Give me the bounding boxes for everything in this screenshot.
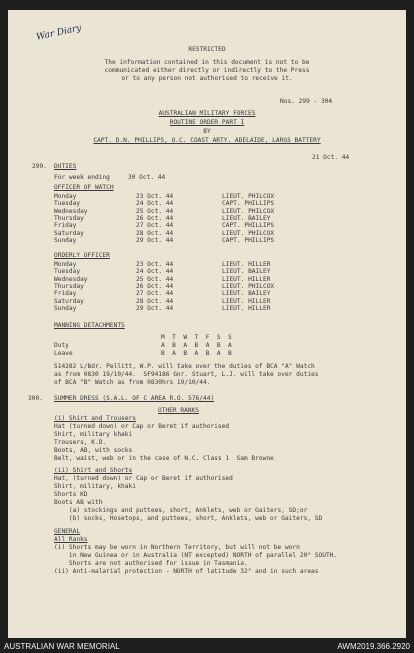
general-line: Shorts are not authorised for issue in Tasmania. [54,560,248,567]
order-numbers: Nos. 299 - 304 [280,98,333,105]
other-ranks-title: OTHER RANKS [158,407,199,414]
heading-line-3: BY [203,128,211,135]
item-number-299: 299. [32,163,47,170]
manning-leave-label: Leave [54,350,73,357]
table-row: Monday 23 Oct. 44 LIEUT. HILLER [54,261,271,268]
table-row: Saturday 28 Oct. 44 LIEUT. PHILCOX [54,229,275,237]
general-title: GENERAL [54,528,81,535]
notice-line-2: communicated either directly or indirectly to the Press [104,67,310,74]
heading-line-4: CAPT. D.N. PHILLIPS, O.C. COAST ARTY. ADELAIDE, LARGS BATTERY [93,137,321,144]
bca-line-2: as from 0830 19/10/44. SF94186 Gnr. Stuart, L.J. will take over duties [54,371,319,378]
notice-line-1: The information contained in this document is not to be [104,59,310,66]
all-ranks-title: All Ranks [54,536,88,543]
shirt-shorts-line: Shirt, military, khaki [54,483,136,490]
shirt-trousers-line: Boots, AB, with socks [54,447,133,454]
table-row: Friday 27 Oct. 44 CAPT. PHILLIPS [54,222,275,230]
bca-line-3: of BCA "B" Watch as from 0830hrs 19/10/44. [54,379,211,386]
manning-duty-label: Duty [54,342,69,349]
table-row: Tuesday 24 Oct. 44 CAPT. PHILLIPS [54,200,275,208]
orderly-officer-title: ORDERLY OFFICER [54,252,110,259]
bca-line-1: S14282 L/Bdr. Pellitt, W.P. will take over the duties of BCA "A" Watch [54,363,315,370]
shirt-shorts-line: Hat, (turned down) or Cap or Beret if authorised [54,475,233,482]
officer-of-watch-table [54,193,374,244]
shirt-trousers-title: (i) Shirt and Trousers [54,415,136,422]
table-row: Monday 23 Oct. 44 LIEUT. PHILCOX [54,193,275,200]
manning-leave-codes: B A B A B A B [161,350,232,357]
orderly-officer-table [54,261,374,312]
table-row: Friday 27 Oct. 44 LIEUT. BAILEY [54,290,271,298]
table-row: Sunday 29 Oct. 44 LIEUT. HILLER [54,305,271,313]
week-ending-label: For week ending [54,174,110,181]
shirt-trousers-line: Hat (turned down) or Cap or Beret if authorised [54,423,230,430]
table-row: Saturday 28 Oct. 44 LIEUT. HILLER [54,297,271,305]
table-row: Thursday 26 Oct. 44 LIEUT. PHILCOX [54,283,275,291]
table-row: Tuesday 24 Oct. 44 LIEUT. BAILEY [54,268,271,276]
shirt-shorts-line: (b) socks, Hosetops, and puttees, short, Anklets, web or Gaiters, SD [54,515,323,522]
manning-days: M T W T F S S [161,334,232,341]
document-page [8,10,406,638]
heading-line-1: AUSTRALIAN MILITARY FORCES [158,110,256,117]
shirt-shorts-line: (a) stockings and puttees, short, Anklets, web or Gaiters, SD;or [54,507,308,514]
duties-title: DUTIES [54,163,77,170]
shirt-shorts-line: Boots AB with [54,499,103,506]
shirt-trousers-line: Belt, waist, web or in the case of N.C. Class 1 Sam Browne [54,455,274,462]
manning-duty-codes: A B A B A B A [161,342,232,349]
item-number-300: 300. [28,395,43,402]
shirt-shorts-title: (ii) Shirt and Shorts [54,467,133,474]
general-line: (i) Shorts may be worn in Northern Territory, but will not be worn [54,544,300,551]
restricted-label: RESTRICTED [188,46,226,53]
week-ending-value: 30 Oct. 44 [128,174,166,181]
footer-accession-number: AWM2019.366.2920 [337,642,410,651]
footer-bar [0,640,414,653]
order-date: 21 Oct. 44 [312,154,350,161]
general-line: in New Guinea or in Australia (NT excepted) NORTH of parallel 20° SOUTH. [54,552,338,559]
table-row: Sunday 29 Oct. 44 CAPT. PHILLIPS [54,237,275,245]
handwritten-note: War Diary [35,23,83,43]
shirt-shorts-line: Shorts KD [54,491,88,498]
table-row: Thursday 26 Oct. 44 LIEUT. BAILEY [54,215,271,223]
heading-line-2: ROUTINE ORDER PART I [169,119,245,126]
officer-of-watch-title: OFFICER OF WATCH [54,184,114,191]
footer-institution: AUSTRALIAN WAR MEMORIAL [4,642,120,651]
shirt-trousers-line: Trousers, K.D. [54,439,107,446]
summer-dress-title: SUMMER DRESS (S.A.L. OF C AREA R.O. 576/44) [54,395,215,402]
table-row: Wednesday 25 Oct. 44 LIEUT. PHILCOX [54,207,275,215]
table-row: Wednesday 25 Oct. 44 LIEUT. HILLER [54,275,271,283]
manning-title: MANNING DETACHMENTS [54,322,125,329]
general-line: (ii) Anti-malarial protection - NORTH of latitude 32° and in such areas [54,568,319,575]
shirt-trousers-line: Shirt, military khaki [54,431,133,438]
notice-line-3: or to any person not authorised to receive it. [121,75,293,82]
